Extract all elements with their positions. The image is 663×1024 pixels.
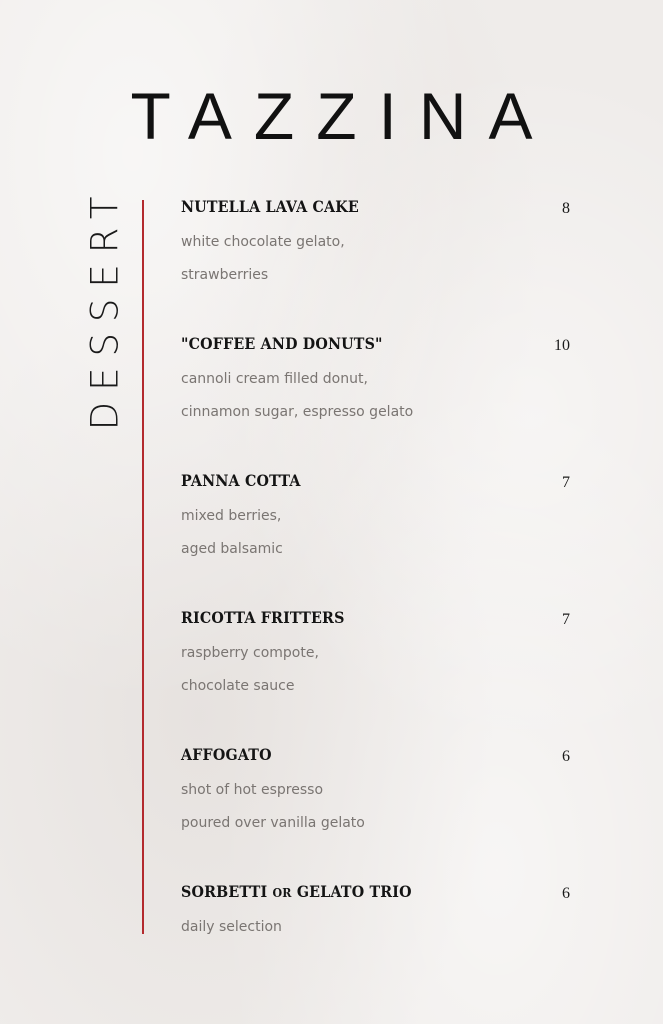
menu-item-price: 6 bbox=[562, 748, 570, 765]
section-label-text: DESSERT bbox=[83, 185, 127, 431]
restaurant-title: TAZZINA bbox=[130, 79, 555, 153]
menu-item-price: 7 bbox=[562, 474, 570, 491]
menu-item-price: 7 bbox=[562, 611, 570, 628]
menu-item-description: shot of hot espresso bbox=[181, 782, 324, 798]
menu-item-name-part: SORBETTI bbox=[181, 882, 273, 901]
menu-item-name: AFFOGATO bbox=[181, 745, 272, 764]
section-divider bbox=[142, 200, 144, 934]
menu-item-name: PANNA COTTA bbox=[181, 471, 301, 490]
menu-item-description: mixed berries, bbox=[181, 508, 282, 524]
menu-item-name-connector: OR bbox=[272, 886, 292, 900]
menu-item-description: aged balsamic bbox=[181, 541, 283, 557]
menu-item-description: raspberry compote, bbox=[181, 645, 319, 661]
menu-item-name: RICOTTA FRITTERS bbox=[181, 608, 345, 627]
menu-item-name: NUTELLA LAVA CAKE bbox=[181, 197, 359, 216]
menu-item-name-part: GELATO TRIO bbox=[291, 882, 412, 901]
menu-item-description: daily selection bbox=[181, 919, 282, 935]
menu-item-description: poured over vanilla gelato bbox=[181, 815, 365, 831]
menu-item-price: 6 bbox=[562, 885, 570, 902]
menu-item-price: 8 bbox=[562, 200, 570, 217]
menu-item-description: cinnamon sugar, espresso gelato bbox=[181, 404, 414, 420]
menu-item-price: 10 bbox=[554, 337, 570, 354]
menu-item-description: white chocolate gelato, bbox=[181, 234, 345, 250]
menu-item-description: cannoli cream filled donut, bbox=[181, 371, 368, 387]
menu-item-name: "COFFEE AND DONUTS" bbox=[181, 334, 383, 353]
menu-item-description: strawberries bbox=[181, 267, 269, 283]
menu-item-name bbox=[181, 881, 412, 904]
menu-item-description: chocolate sauce bbox=[181, 678, 295, 694]
